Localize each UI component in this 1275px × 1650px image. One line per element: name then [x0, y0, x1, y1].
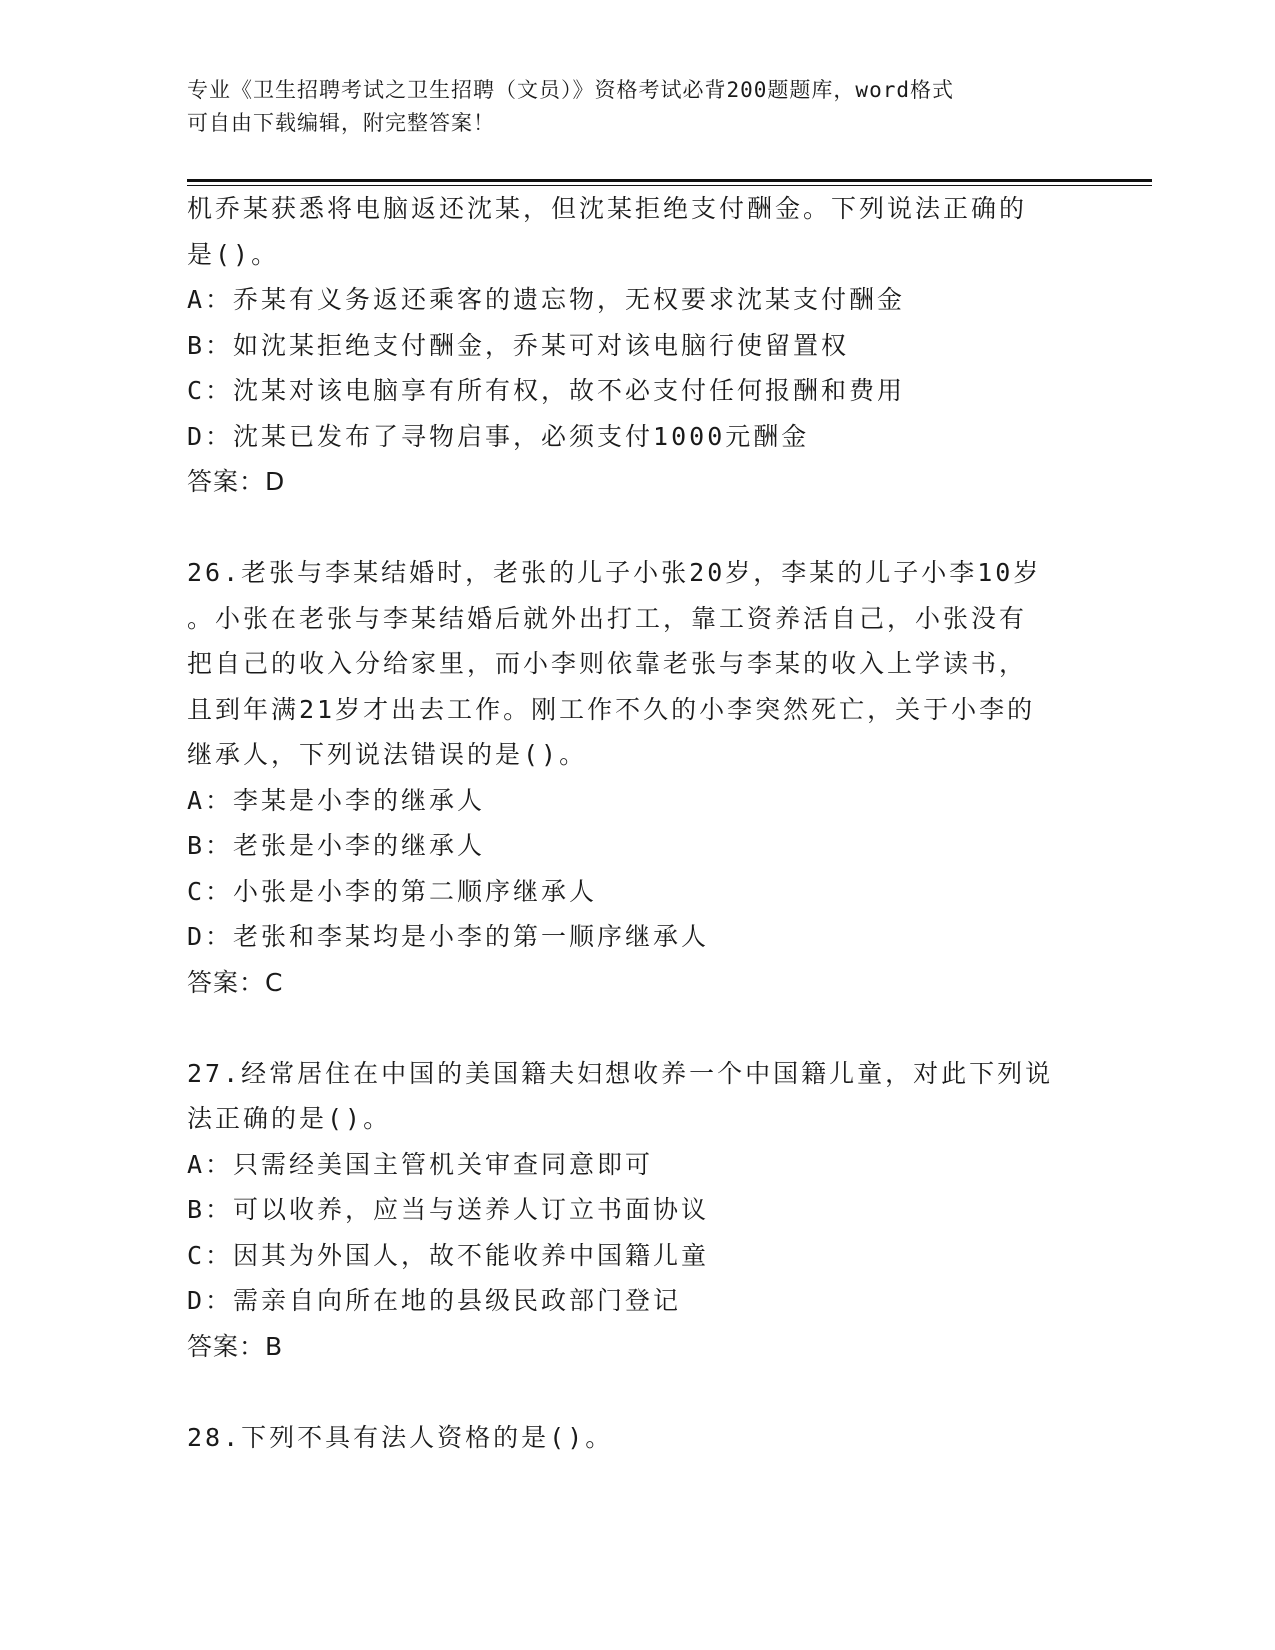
answer-line: 答案：D — [187, 467, 286, 496]
question-block-25 — [187, 186, 1087, 505]
question-text-line: 28.下列不具有法人资格的是()。 — [187, 1422, 614, 1452]
option-d: D：沈某已发布了寻物启事，必须支付1000元酬金 — [187, 421, 810, 451]
header-divider-thick — [187, 179, 1152, 182]
option-d: D：老张和李某均是小李的第一顺序继承人 — [187, 922, 710, 951]
question-text-line: 机乔某获悉将电脑返还沈某，但沈某拒绝支付酬金。下列说法正确的 — [187, 194, 1028, 223]
question-text-line: 法正确的是()。 — [187, 1104, 392, 1133]
question-block-27 — [187, 1051, 1087, 1370]
question-block-28 — [187, 1415, 1087, 1461]
question-text-line: 27.经常居住在中国的美国籍夫妇想收养一个中国籍儿童，对此下列说 — [187, 1058, 1054, 1088]
option-b: B：可以收养，应当与送养人订立书面协议 — [187, 1195, 710, 1224]
option-a: A：只需经美国主管机关审查同意即可 — [187, 1149, 654, 1179]
header-line-2: 可自由下载编辑，附完整答案！ — [187, 111, 495, 135]
option-b: B：老张是小李的继承人 — [187, 831, 486, 860]
question-text-line: 把自己的收入分给家里，而小李则依靠老张与李某的收入上学读书， — [187, 649, 1028, 678]
question-block-26 — [187, 550, 1087, 1005]
option-b: B：如沈某拒绝支付酬金，乔某可对该电脑行使留置权 — [187, 330, 850, 360]
document-header — [187, 74, 1067, 140]
question-text-line: 且到年满21岁才出去工作。刚工作不久的小李突然死亡，关于小李的 — [187, 694, 1036, 724]
question-text-line: 26.老张与李某结婚时，老张的儿子小张20岁，李某的儿子小李10岁 — [187, 558, 1042, 587]
question-spacer — [187, 1005, 1087, 1051]
question-text-line: 继承人，下列说法错误的是()。 — [187, 740, 588, 769]
option-a: A：李某是小李的继承人 — [187, 785, 486, 815]
option-c: C：小张是小李的第二顺序继承人 — [187, 876, 598, 906]
question-text-line: 是()。 — [187, 239, 280, 269]
answer-line: 答案：C — [187, 967, 284, 997]
answer-line: 答案：B — [187, 1331, 284, 1361]
option-c: C：因其为外国人，故不能收养中国籍儿童 — [187, 1240, 710, 1270]
option-c: C：沈某对该电脑享有所有权，故不必支付任何报酬和费用 — [187, 376, 906, 405]
question-text-line: 。小张在老张与李某结婚后就外出打工，靠工资养活自己，小张没有 — [187, 603, 1028, 633]
question-spacer — [187, 1369, 1087, 1415]
header-line-1: 专业《卫生招聘考试之卫生招聘（文员）》资格考试必背200题题库，word格式 — [187, 78, 954, 102]
option-d: D：需亲自向所在地的县级民政部门登记 — [187, 1286, 682, 1315]
option-a: A：乔某有义务返还乘客的遗忘物，无权要求沈某支付酬金 — [187, 285, 906, 314]
question-spacer — [187, 505, 1087, 551]
question-list — [187, 186, 1087, 1460]
